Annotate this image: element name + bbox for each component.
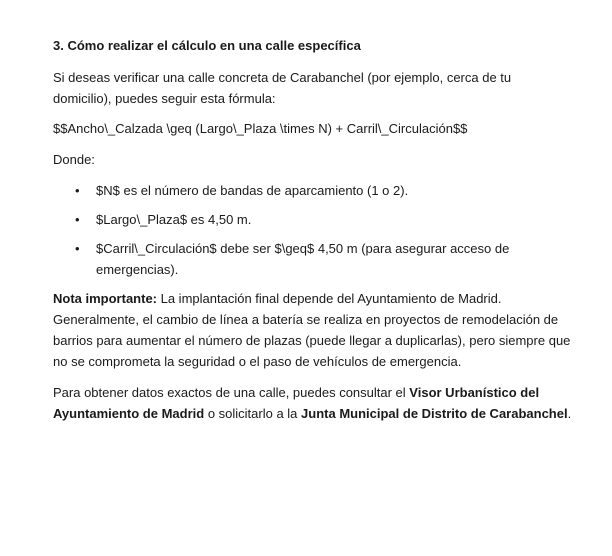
- section-heading: 3. Cómo realizar el cálculo en una calle específica: [53, 38, 361, 53]
- list-item: [53, 209, 573, 230]
- closing-text-1: Para obtener datos exactos de una calle, puedes consultar el: [53, 385, 410, 400]
- formula-text: $$Ancho\_Calzada \geq (Largo\_Plaza \times N) + Carril\_Circulación$$: [53, 121, 468, 136]
- note-paragraph: [53, 288, 573, 372]
- note-text: La implantación final depende del Ayuntamiento de Madrid. Generalmente, el cambio de línea a batería se realiza en proyectos de remodelación de barrios para aumentar el número de plazas (puede llegar a duplicarlas), pero siempre que no se comprometa la seguridad o el paso de vehículos de emergencia.: [53, 291, 571, 369]
- bullet-icon: •: [75, 183, 80, 198]
- list-item-text: $N$ es el número de bandas de aparcamiento (1 o 2).: [96, 183, 409, 198]
- visor-urbanistico-reference: Visor Urbanístico del Ayuntamiento de Madrid: [53, 385, 540, 421]
- junta-municipal-reference: Junta Municipal de Distrito de Carabanchel: [301, 406, 568, 421]
- bullet-list: [53, 180, 573, 280]
- document-body: [53, 36, 573, 434]
- list-item-text: $Largo\_Plaza$ es 4,50 m.: [96, 212, 252, 227]
- list-item-text: $Carril\_Circulación$ debe ser $\geq$ 4,50 m (para asegurar acceso de emergencias).: [96, 241, 510, 277]
- list-item: [53, 180, 573, 201]
- list-item: [53, 238, 573, 280]
- bullet-icon: •: [75, 241, 80, 256]
- note-label: Nota importante:: [53, 291, 157, 306]
- closing-text-2: o solicitarlo a la: [204, 406, 302, 421]
- intro-paragraph: Si deseas verificar una calle concreta de Carabanchel (por ejemplo, cerca de tu domicilio), puedes seguir esta fórmula:: [53, 70, 512, 106]
- donde-label: Donde:: [53, 152, 95, 167]
- bullet-icon: •: [75, 212, 80, 227]
- closing-text-3: .: [567, 406, 572, 421]
- closing-paragraph: [53, 382, 573, 424]
